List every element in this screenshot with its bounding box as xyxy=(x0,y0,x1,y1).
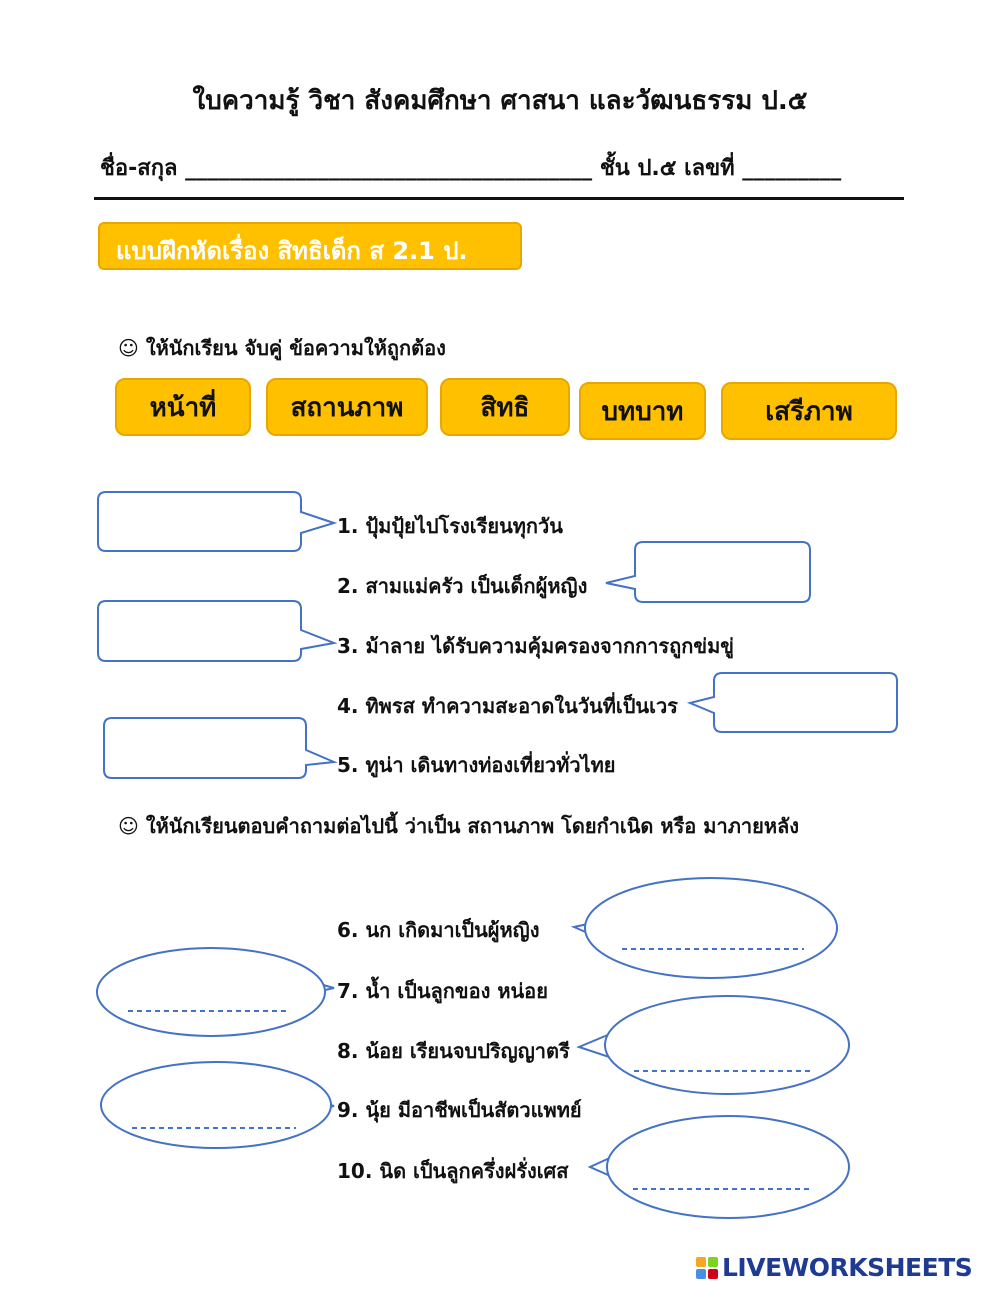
question-3: 3. ม้าลาย ได้รับความคุ้มครองจากการถูกข่มขู่ xyxy=(337,634,734,658)
word-status[interactable]: สถานภาพ xyxy=(266,378,428,436)
answer-ellipse-10[interactable] xyxy=(590,1116,849,1218)
answer-ellipse-7[interactable] xyxy=(97,948,334,1036)
question-5: 5. ทูน่า เดินทางท่องเที่ยวทั่วไทย xyxy=(337,753,616,777)
answer-box-1[interactable] xyxy=(98,492,334,551)
question-10: 10. นิด เป็นลูกครึ่งฝรั่งเศส xyxy=(337,1159,569,1183)
answer-box-3[interactable] xyxy=(98,601,334,661)
page-title: ใบความรู้ วิชา สังคมศึกษา ศาสนา และวัฒนธรรม ป.๕ xyxy=(192,86,808,116)
question-2: 2. สามแม่ครัว เป็นเด็กผู้หญิง xyxy=(337,574,588,598)
question-8: 8. น้อย เรียนจบปริญญาตรี xyxy=(337,1039,570,1063)
answer-box-5[interactable] xyxy=(104,718,334,778)
answer-box-2[interactable] xyxy=(606,542,810,602)
exercise-banner: แบบฝึกหัดเรื่อง สิทธิเด็ก ส 2.1 ป. xyxy=(98,222,522,270)
word-freedom[interactable]: เสรีภาพ xyxy=(721,382,897,440)
answer-ellipse-8[interactable] xyxy=(579,996,849,1094)
word-duty[interactable]: หน้าที่ xyxy=(115,378,251,436)
answer-ellipse-6[interactable] xyxy=(574,878,837,978)
liveworksheets-logo-text: LIVEWORKSHEETS xyxy=(722,1253,973,1282)
question-9: 9. นุ้ย มีอาชีพเป็นสัตวแพทย์ xyxy=(337,1098,582,1122)
word-role[interactable]: บทบาท xyxy=(579,382,706,440)
word-rights[interactable]: สิทธิ xyxy=(440,378,570,436)
liveworksheets-logo xyxy=(696,1253,972,1282)
question-7: 7. น้ำ เป็นลูกของ หน่อย xyxy=(337,979,548,1003)
name-class-line: ชื่อ-สกุล _____________________________________ ชั้น ป.๕ เลขที่ _________ xyxy=(100,156,842,181)
answer-box-4[interactable] xyxy=(690,673,897,732)
status-instruction: ☺ ให้นักเรียนตอบคำถามต่อไปนี้ ว่าเป็น สถานภาพ โดยกำเนิด หรือ มาภายหลัง xyxy=(118,814,800,838)
question-1: 1. ปุ้มปุ้ยไปโรงเรียนทุกวัน xyxy=(337,514,563,538)
question-4: 4. ทิพรส ทำความสะอาดในวันที่เป็นเวร xyxy=(337,694,678,718)
header-divider xyxy=(94,197,904,200)
matching-instruction: ☺ ให้นักเรียน จับคู่ ข้อความให้ถูกต้อง xyxy=(118,336,446,360)
liveworksheets-logo-icon xyxy=(696,1257,718,1279)
question-6: 6. นก เกิดมาเป็นผู้หญิง xyxy=(337,918,540,942)
answer-ellipse-9[interactable] xyxy=(101,1062,334,1148)
